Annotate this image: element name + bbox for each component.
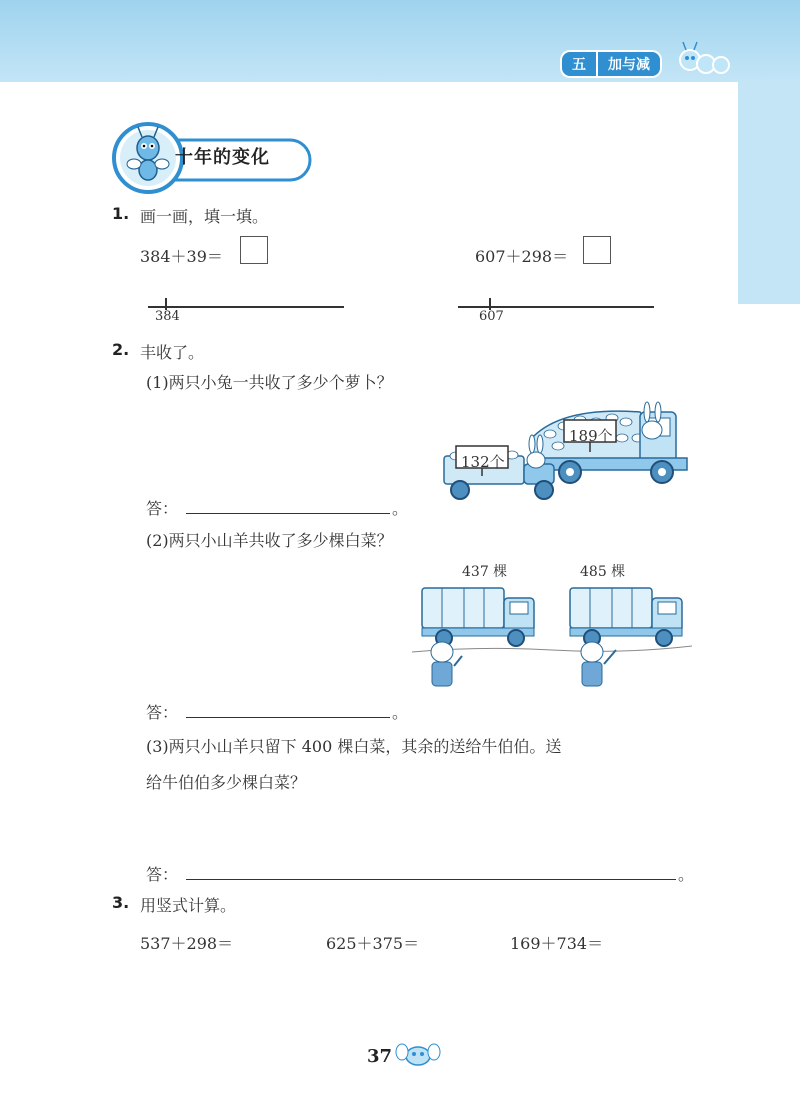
unit-title: 加与减	[598, 50, 662, 78]
q1-right-equation: 607＋298＝	[475, 247, 569, 266]
goat-icon	[581, 642, 616, 686]
q1-prompt: 画一画，填一填。	[140, 207, 269, 226]
q3-prompt: 用竖式计算。	[140, 896, 237, 915]
q2-number: 2.	[112, 340, 130, 359]
q2-p3-answer-label: 答：	[146, 865, 179, 884]
q1-left-start-label: 384	[155, 309, 180, 324]
q3-number: 3.	[112, 893, 130, 912]
page-number: 37	[367, 1046, 393, 1067]
truck1-icon	[422, 588, 534, 646]
mascot-footer-icon	[396, 1038, 440, 1068]
q1-right-answer-box[interactable]	[583, 236, 611, 264]
q2-p2-answer-end: 。	[392, 703, 409, 722]
q1-right-number-line[interactable]	[458, 306, 654, 308]
q1-left-answer-box[interactable]	[240, 236, 268, 264]
goat-icon	[431, 642, 462, 686]
q2-prompt: 丰收了。	[140, 343, 205, 362]
q3-problem-3[interactable]: 169＋734＝	[510, 934, 604, 953]
q3-problem-1[interactable]: 537＋298＝	[140, 934, 234, 953]
q1-number: 1.	[112, 204, 130, 223]
side-band	[738, 82, 800, 304]
q2-p1-answer-end: 。	[392, 499, 409, 518]
q2-p1-text: (1)两只小兔一共收了多少个萝卜？	[146, 373, 393, 392]
goat-trucks-illustration	[412, 580, 692, 692]
q2-p3-answer-end: 。	[678, 865, 695, 884]
rabbit-icon	[642, 402, 662, 439]
truck1-count: 437 棵	[462, 564, 508, 580]
q2-p1-answer-line[interactable]	[186, 513, 390, 514]
truck2-count: 485 棵	[580, 564, 626, 580]
lesson-title: 十年的变化	[175, 147, 270, 168]
q1-left-equation: 384＋39＝	[140, 247, 223, 266]
q2-p3-answer-line[interactable]	[186, 879, 676, 880]
small-cart-count: 132个	[461, 453, 505, 471]
q2-p3-line1: (3)两只小山羊只留下 400 棵白菜，其余的送给牛伯伯。送	[146, 737, 562, 756]
q2-p1-answer-label: 答：	[146, 499, 179, 518]
q1-left-number-line[interactable]	[148, 306, 344, 308]
truck2-icon	[570, 588, 682, 646]
q3-problem-2[interactable]: 625＋375＝	[326, 934, 420, 953]
unit-number: 五	[560, 50, 598, 78]
q2-p2-answer-label: 答：	[146, 703, 179, 722]
q2-p2-answer-line[interactable]	[186, 717, 390, 718]
q1-right-start-label: 607	[479, 309, 504, 324]
big-truck-count: 189个	[569, 427, 613, 445]
caterpillar-icon	[678, 40, 738, 76]
q2-p2-text: (2)两只小山羊共收了多少棵白菜？	[146, 531, 393, 550]
q2-p3-line2: 给牛伯伯多少棵白菜？	[146, 773, 307, 792]
